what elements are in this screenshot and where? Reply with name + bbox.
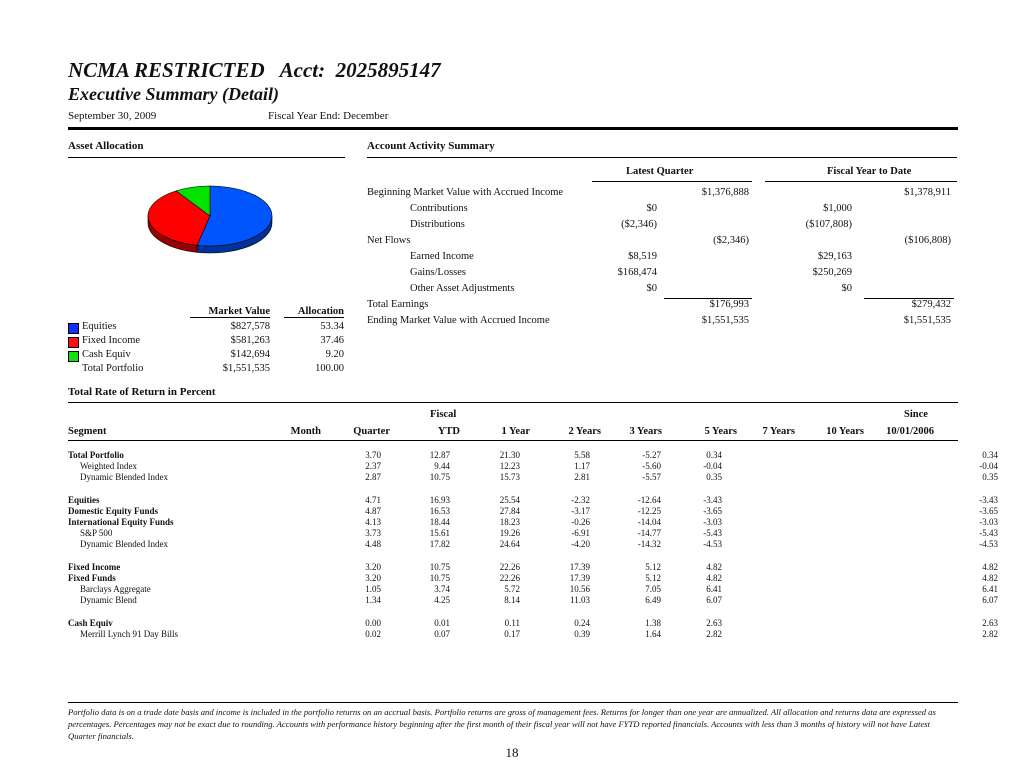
return-value: 18.44 — [429, 517, 450, 527]
returns-row — [68, 629, 998, 641]
return-value: -3.43 — [703, 495, 722, 505]
footer-rule — [68, 702, 958, 703]
return-value: 6.07 — [982, 595, 998, 605]
return-value: -14.77 — [637, 528, 661, 538]
activity-value-q-total: $176,993 — [709, 299, 749, 310]
col-segment: Segment — [68, 426, 107, 437]
return-value: -5.60 — [642, 461, 661, 471]
return-value: 17.39 — [569, 573, 590, 583]
return-value: 4.13 — [365, 517, 381, 527]
return-value: 0.17 — [504, 629, 520, 639]
col-market-value: Market Value — [190, 306, 270, 318]
returns-row — [68, 539, 998, 551]
activity-row — [367, 315, 959, 331]
segment-name: S&P 500 — [80, 528, 113, 538]
return-value: 1.64 — [645, 629, 661, 639]
activity-value-y-sub: $1,000 — [823, 203, 852, 214]
return-value: -0.26 — [571, 517, 590, 527]
page-number: 18 — [505, 745, 519, 760]
allocation-row-cash — [68, 349, 348, 363]
return-value: -5.27 — [642, 450, 661, 460]
report-title: NCMA RESTRICTED Acct: 2025895147 — [68, 58, 441, 82]
returns-rule — [68, 402, 958, 403]
return-value: -4.53 — [703, 539, 722, 549]
segment-name: Dynamic Blend — [80, 595, 137, 605]
col-10-years: 10 Years — [826, 426, 864, 437]
return-value: -0.04 — [979, 461, 998, 471]
return-value: 0.35 — [982, 472, 998, 482]
return-value: 1.34 — [365, 595, 381, 605]
return-value: 17.39 — [569, 562, 590, 572]
return-value: -3.43 — [979, 495, 998, 505]
return-value: -3.65 — [703, 506, 722, 516]
return-value: -4.53 — [979, 539, 998, 549]
return-value: 1.17 — [574, 461, 590, 471]
segment-name: Total Portfolio — [68, 450, 124, 460]
return-value: -5.43 — [979, 528, 998, 538]
return-value: -12.25 — [637, 506, 661, 516]
activity-value-y-sub: $250,269 — [812, 267, 852, 278]
return-value: 12.87 — [429, 450, 450, 460]
return-value: 15.73 — [499, 472, 520, 482]
return-value: 2.37 — [365, 461, 381, 471]
activity-value-q-total: $1,551,535 — [701, 315, 749, 326]
return-value: 4.82 — [982, 573, 998, 583]
activity-label: Total Earnings — [367, 299, 429, 310]
return-value: -2.32 — [571, 495, 590, 505]
return-value: 22.26 — [499, 562, 520, 572]
return-value: 22.26 — [499, 573, 520, 583]
return-value: 2.63 — [982, 618, 998, 628]
allocation-row-fixed-income — [68, 335, 348, 349]
activity-value-y-sub: $29,163 — [817, 251, 852, 262]
col-5-years: 5 Years — [704, 426, 737, 437]
return-value: 0.07 — [434, 629, 450, 639]
allocation-label: Fixed Income — [82, 335, 141, 346]
col-3-years: 3 Years — [629, 426, 662, 437]
return-value: 5.12 — [645, 562, 661, 572]
segment-name: Dynamic Blended Index — [80, 472, 168, 482]
return-value: 0.11 — [504, 618, 520, 628]
return-value: 4.25 — [434, 595, 450, 605]
col-since-date: 10/01/2006 — [886, 426, 934, 437]
activity-value-q-total: ($2,346) — [713, 235, 749, 246]
activity-label: Contributions — [410, 203, 468, 214]
return-value: 5.72 — [504, 584, 520, 594]
segment-name: Weighted Index — [80, 461, 138, 471]
allocation-percent: 9.20 — [325, 349, 344, 360]
return-value: 0.24 — [574, 618, 590, 628]
return-value: 24.64 — [499, 539, 520, 549]
segment-name: Barclays Aggregate — [80, 584, 151, 594]
return-value: 4.82 — [706, 573, 722, 583]
return-value: 4.71 — [365, 495, 381, 505]
activity-row — [367, 283, 959, 299]
account-activity-rule — [367, 157, 957, 158]
return-value: 6.41 — [982, 584, 998, 594]
activity-row — [367, 235, 959, 251]
allocation-percent: 37.46 — [320, 335, 344, 346]
return-value: 0.35 — [706, 472, 722, 482]
return-value: 6.41 — [706, 584, 722, 594]
segment-name: Domestic Equity Funds — [68, 506, 159, 516]
return-value: 15.61 — [429, 528, 450, 538]
return-value: -3.03 — [703, 517, 722, 527]
segment-name: International Equity Funds — [68, 517, 174, 527]
allocation-market-value: $581,263 — [230, 335, 270, 346]
col-fiscal-ytd: Fiscal Year to Date — [827, 166, 912, 177]
allocation-total-label: Total Portfolio — [82, 363, 144, 374]
return-value: 12.23 — [499, 461, 520, 471]
return-value: 3.70 — [365, 450, 381, 460]
segment-name: Dynamic Blended Index — [80, 539, 168, 549]
returns-row — [68, 472, 998, 484]
allocation-total-percent: 100.00 — [315, 363, 344, 374]
return-value: 6.07 — [706, 595, 722, 605]
return-value: -0.04 — [703, 461, 722, 471]
return-value: 3.20 — [365, 562, 381, 572]
activity-value-y-sub: ($107,808) — [805, 219, 852, 230]
activity-row — [367, 251, 959, 267]
total-earnings-rule — [864, 298, 954, 299]
asset-allocation-rule — [68, 157, 345, 158]
return-value: 11.03 — [570, 595, 590, 605]
activity-label: Earned Income — [410, 251, 474, 262]
activity-value-y-total: $279,432 — [911, 299, 951, 310]
return-value: 7.05 — [645, 584, 661, 594]
return-value: 2.63 — [706, 618, 722, 628]
return-value: 1.05 — [365, 584, 381, 594]
fiscal-year-end: Fiscal Year End: December — [268, 110, 389, 122]
col-quarter: Quarter — [353, 426, 390, 437]
col-month: Month — [290, 426, 321, 437]
activity-label: Net Flows — [367, 235, 411, 246]
return-value: 5.58 — [574, 450, 590, 460]
return-value: 3.20 — [365, 573, 381, 583]
return-value: 0.34 — [706, 450, 722, 460]
activity-row — [367, 219, 959, 235]
activity-label: Distributions — [410, 219, 465, 230]
activity-value-y-total: $1,551,535 — [903, 315, 951, 326]
allocation-pie-chart — [140, 180, 280, 260]
allocation-market-value: $142,694 — [230, 349, 270, 360]
return-value: 19.26 — [499, 528, 520, 538]
activity-row — [367, 203, 959, 219]
activity-row — [367, 299, 959, 315]
return-value: 0.01 — [434, 618, 450, 628]
col-ytd: YTD — [437, 426, 460, 437]
return-value: -5.43 — [703, 528, 722, 538]
equities-swatch — [68, 323, 79, 334]
allocation-row-equities — [68, 321, 348, 335]
return-value: 2.87 — [365, 472, 381, 482]
return-value: 3.73 — [365, 528, 381, 538]
return-value: 4.48 — [365, 539, 381, 549]
allocation-percent: 53.34 — [320, 321, 344, 332]
return-value: 0.39 — [574, 629, 590, 639]
activity-value-y-total: $1,378,911 — [904, 187, 951, 198]
return-value: 8.14 — [504, 595, 520, 605]
report-subtitle: Executive Summary (Detail) — [68, 84, 279, 104]
segment-name: Cash Equiv — [68, 618, 113, 628]
return-value: -12.64 — [637, 495, 661, 505]
return-value: 27.84 — [499, 506, 520, 516]
cash-equiv-swatch — [68, 351, 79, 362]
activity-label: Gains/Losses — [410, 267, 466, 278]
return-value: 3.74 — [434, 584, 450, 594]
return-value: -3.03 — [979, 517, 998, 527]
col-latest-quarter: Latest Quarter — [626, 166, 694, 177]
activity-label: Ending Market Value with Accrued Income — [367, 315, 550, 326]
segment-name: Equities — [68, 495, 100, 505]
segment-name: Fixed Income — [68, 562, 121, 572]
return-value: -14.04 — [637, 517, 661, 527]
col-2-years: 2 Years — [568, 426, 601, 437]
return-value: 9.44 — [434, 461, 450, 471]
return-value: -5.57 — [642, 472, 661, 482]
return-value: 2.82 — [982, 629, 998, 639]
return-value: 10.75 — [429, 472, 450, 482]
returns-heading: Total Rate of Return in Percent — [68, 386, 216, 398]
col-since-top: Since — [904, 409, 928, 420]
return-value: 10.56 — [569, 584, 590, 594]
fixed-income-swatch — [68, 337, 79, 348]
activity-value-q-sub: $0 — [646, 203, 657, 214]
activity-row — [367, 267, 959, 283]
return-value: 2.81 — [574, 472, 590, 482]
return-value: 4.82 — [982, 562, 998, 572]
segment-name: Merrill Lynch 91 Day Bills — [80, 629, 178, 639]
allocation-total-value: $1,551,535 — [222, 363, 270, 374]
return-value: 10.75 — [429, 573, 450, 583]
activity-value-q-sub: $168,474 — [617, 267, 657, 278]
segment-name: Fixed Funds — [68, 573, 116, 583]
fiscal-ytd-rule — [765, 181, 957, 182]
activity-row — [367, 187, 959, 203]
col-allocation: Allocation — [284, 306, 344, 318]
activity-value-q-sub: $0 — [646, 283, 657, 294]
returns-row — [68, 595, 998, 607]
col-7-years: 7 Years — [762, 426, 795, 437]
activity-value-q-sub: ($2,346) — [621, 219, 657, 230]
return-value: 0.34 — [982, 450, 998, 460]
total-earnings-rule — [664, 298, 752, 299]
return-value: 5.12 — [645, 573, 661, 583]
return-value: 0.02 — [365, 629, 381, 639]
return-value: 18.23 — [499, 517, 520, 527]
return-value: 6.49 — [645, 595, 661, 605]
allocation-label: Equities — [82, 321, 117, 332]
return-value: 2.82 — [706, 629, 722, 639]
col-1-year: 1 Year — [501, 426, 530, 437]
return-value: 10.75 — [429, 562, 450, 572]
allocation-label: Cash Equiv — [82, 349, 131, 360]
activity-label: Other Asset Adjustments — [410, 283, 515, 294]
col-fiscal-top: Fiscal — [430, 409, 457, 420]
allocation-legend-table — [68, 321, 348, 377]
header-divider — [68, 127, 958, 130]
return-value: -4.20 — [571, 539, 590, 549]
activity-value-q-total: $1,376,888 — [701, 187, 749, 198]
allocation-row-total — [68, 363, 348, 377]
activity-value-y-total: ($106,808) — [904, 235, 951, 246]
latest-quarter-rule — [592, 181, 752, 182]
return-value: 16.93 — [429, 495, 450, 505]
activity-label: Beginning Market Value with Accrued Income — [367, 187, 564, 198]
account-activity-heading: Account Activity Summary — [367, 140, 495, 152]
activity-value-y-sub: $0 — [841, 283, 852, 294]
returns-header-rule — [68, 440, 958, 441]
return-value: 17.82 — [429, 539, 450, 549]
return-value: -14.32 — [637, 539, 661, 549]
return-value: -3.17 — [571, 506, 590, 516]
return-value: 4.82 — [706, 562, 722, 572]
allocation-market-value: $827,578 — [230, 321, 270, 332]
return-value: 1.38 — [645, 618, 661, 628]
return-value: -3.65 — [979, 506, 998, 516]
return-value: 21.30 — [499, 450, 520, 460]
activity-value-q-sub: $8,519 — [628, 251, 657, 262]
return-value: -6.91 — [571, 528, 590, 538]
return-value: 25.54 — [499, 495, 520, 505]
return-value: 4.87 — [365, 506, 381, 516]
footer-note: Portfolio data is on a trade date basis and income is included in the portfolio returns on an accrual basis. Portfolio returns are gross of management fees. Returns for longer than one year are annualized. All allocation and returns data are expressed as percentages. Percentages may not be exact due to rounding. Accounts with performance history beginning after the first month of their fiscal year will not have FYTD reported financials. Accounts with less than 3 months of history will not have Latest Quarter financials. — [68, 707, 936, 741]
report-date: September 30, 2009 — [68, 110, 157, 122]
return-value: 16.53 — [429, 506, 450, 516]
asset-allocation-heading: Asset Allocation — [68, 140, 144, 152]
return-value: 0.00 — [365, 618, 381, 628]
